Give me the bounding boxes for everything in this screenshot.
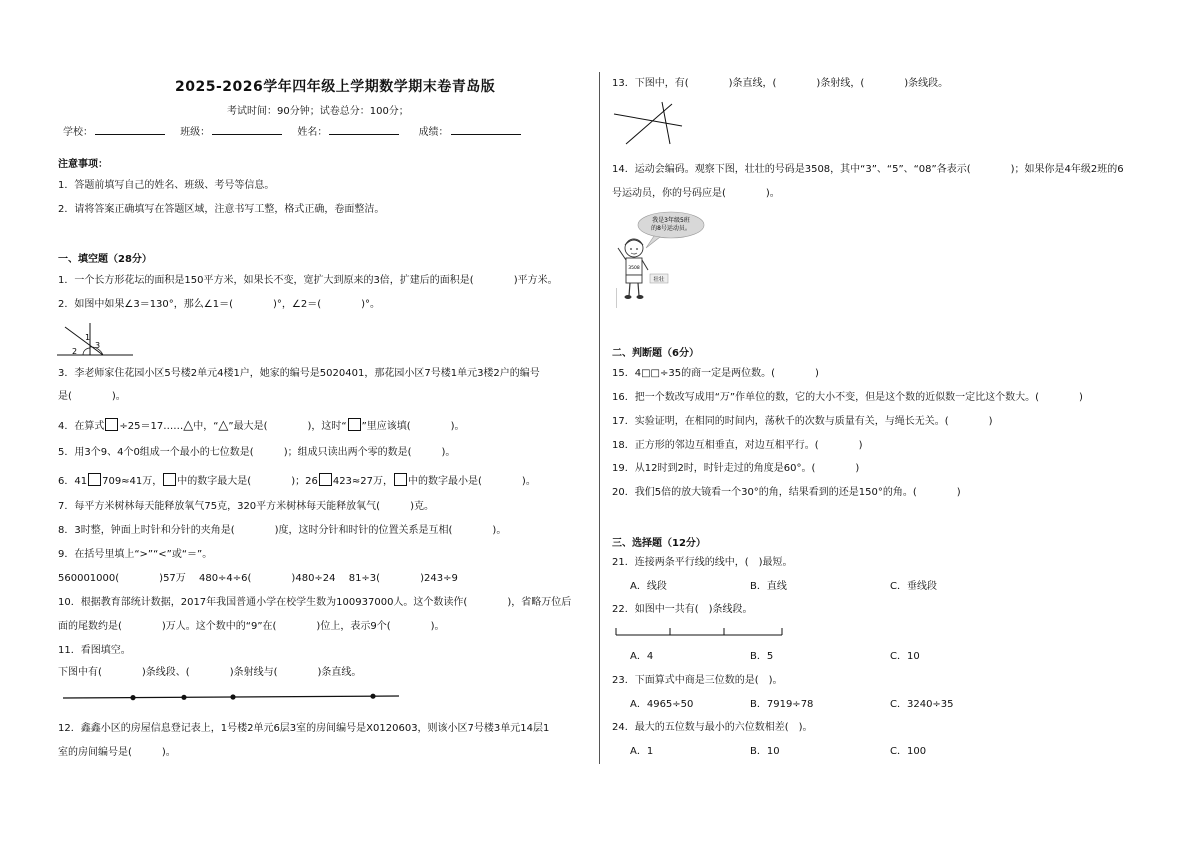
square-box-icon xyxy=(88,473,101,486)
question-6: 6．41 709≈41万， 中的数字最大是( )；26 423≈27万， 中的数字最小是( )。 xyxy=(58,473,536,489)
question-9: 9．在括号里填上“>”“<”或“＝”。 xyxy=(58,549,213,560)
line-segment-figure xyxy=(61,690,401,704)
question-9-items: 560001000( )57万 480÷4÷6( )480÷24 81÷3( )243÷9 xyxy=(58,573,458,584)
angle-label-2: 2 xyxy=(72,347,78,356)
question-3-cont: 是( )。 xyxy=(58,391,126,402)
square-box-icon xyxy=(394,473,407,486)
option[interactable]: A．4 xyxy=(630,651,654,662)
option[interactable]: B．5 xyxy=(750,651,774,662)
triangle-icon: △ xyxy=(183,418,194,433)
angle-label-1: 1 xyxy=(85,333,91,342)
lines-figure xyxy=(612,100,684,146)
option[interactable]: A．4965÷50 xyxy=(630,699,694,710)
question-1: 1．一个长方形花坛的面积是150平方米，如果长不变，宽扩大到原来的3倍，扩建后的面积是( )平方米。 xyxy=(58,275,558,286)
note-item: 1．答题前填写自己的姓名、班级、考号等信息。 xyxy=(58,180,275,191)
question-22: 22．如图中一共有( )条线段。 xyxy=(612,604,753,615)
question-7: 7．每平方米树林每天能释放氧气75克，320平方米树林每天能释放氧气( )克。 xyxy=(58,501,434,512)
section-judge-heading: 二、判断题（6分） xyxy=(612,348,699,359)
speech-bubble-text: 我是3年级5班 xyxy=(652,217,690,224)
question-11: 11．看图填空。 xyxy=(58,645,131,656)
question-10: 10．根据教育部统计数据，2017年我国普通小学在校学生数为100937000人。这个数读作( )，省略万位后 xyxy=(58,597,572,608)
question-17: 17．实验证明，在相同的时间内，荡秋千的次数与质量有关，与绳长无关。( ) xyxy=(612,416,993,427)
speech-bubble-text: 的8号运动员。 xyxy=(651,225,691,232)
option[interactable]: B．直线 xyxy=(750,581,787,592)
option[interactable]: C．3240÷35 xyxy=(890,699,954,710)
name-tag: 壮壮 xyxy=(653,277,665,283)
notes-heading: 注意事项： xyxy=(58,159,108,170)
question-4: 4．在算式 ÷25＝17……△中，“△”最大是( )，这时“ ”里应该填( )。 xyxy=(58,418,465,433)
question-8: 8．3时整，钟面上时针和分针的夹角是( )度，这时分针和时针的位置关系是互相( )。 xyxy=(58,525,507,536)
school-input[interactable] xyxy=(95,124,165,135)
question-23: 23．下面算式中商是三位数的是( )。 xyxy=(612,675,783,686)
question-21: 21．连接两条平行线的线中，( )最短。 xyxy=(612,557,793,568)
exam-info: 考试时间：90分钟；试卷总分：100分； xyxy=(227,106,409,117)
class-label: 班级： xyxy=(180,127,211,138)
option[interactable]: A．1 xyxy=(630,746,654,757)
question-16: 16．把一个数改写成用“万”作单位的数，它的大小不变，但是这个数的近似数一定比这个数大。( ) xyxy=(612,392,1083,403)
athlete-illustration xyxy=(614,208,714,310)
question-10-cont: 面的尾数约是( )万人。这个数中的“9”在( )位上，表示9个( )。 xyxy=(58,621,445,632)
student-fields xyxy=(63,124,523,140)
option[interactable]: C．100 xyxy=(890,746,927,757)
option[interactable]: C．垂线段 xyxy=(890,581,937,592)
shirt-number: 3508 xyxy=(628,266,640,271)
question-14-cont: 号运动员，你的号码应是( )。 xyxy=(612,188,780,199)
section-fill-heading: 一、填空题（28分） xyxy=(58,254,152,265)
score-label: 成绩： xyxy=(418,127,449,138)
question-24: 24．最大的五位数与最小的六位数相差( )。 xyxy=(612,722,813,733)
angle-figure xyxy=(55,322,135,358)
note-item: 2．请将答案正确填写在答题区域，注意书写工整，格式正确，卷面整洁。 xyxy=(58,204,385,215)
question-13: 13．下图中，有( )条直线，( )条射线，( )条线段。 xyxy=(612,78,949,89)
option[interactable]: C．10 xyxy=(890,651,920,662)
question-12: 12．鑫鑫小区的房屋信息登记表上，1号楼2单元6层3室的房间编号是X0120603，则该小区7号楼3单元14层1 xyxy=(58,723,550,734)
option[interactable]: B．10 xyxy=(750,746,780,757)
name-label: 姓名： xyxy=(297,127,328,138)
column-divider xyxy=(599,72,600,764)
square-box-icon xyxy=(105,418,118,431)
question-15: 15．4□□÷35的商一定是两位数。( ) xyxy=(612,368,819,379)
segment-ticks-figure xyxy=(614,624,786,638)
question-14: 14．运动会编码。观察下图，壮壮的号码是3508，其中“3”、“5”、“08”各表示( )；如果你是4年级2班的6 xyxy=(612,164,1124,175)
section-choice-heading: 三、选择题（12分） xyxy=(612,538,706,549)
question-19: 19．从12时到2时，时针走过的角度是60°。( ) xyxy=(612,463,860,474)
square-box-icon xyxy=(163,473,176,486)
question-18: 18．正方形的邻边互相垂直，对边互相平行。( ) xyxy=(612,440,863,451)
page-title: 2025-2026学年四年级上学期数学期末卷青岛版 xyxy=(175,79,496,95)
question-12-cont: 室的房间编号是( )。 xyxy=(58,747,176,758)
angle-label-3: 3 xyxy=(95,341,101,350)
option[interactable]: A．线段 xyxy=(630,581,667,592)
class-input[interactable] xyxy=(212,124,282,135)
question-3: 3．李老师家住花园小区5号楼2单元4楼1户，她家的编号是5020401，那花园小区7号楼1单元3楼2户的编号 xyxy=(58,368,540,379)
square-box-icon xyxy=(319,473,332,486)
name-input[interactable] xyxy=(329,124,399,135)
score-input[interactable] xyxy=(451,124,521,135)
triangle-icon: △ xyxy=(218,418,229,433)
option[interactable]: B．7919÷78 xyxy=(750,699,814,710)
school-label: 学校： xyxy=(63,127,93,138)
question-20: 20．我们5倍的放大镜看一个30°的角，结果看到的还是150°的角。( ) xyxy=(612,487,961,498)
square-box-icon xyxy=(348,418,361,431)
question-2: 2．如图中如果∠3＝130°，那么∠1＝( )°，∠2＝( )°。 xyxy=(58,299,381,310)
question-5: 5．用3个9、4个0组成一个最小的七位数是( )；组成只读出两个零的数是( )。 xyxy=(58,447,456,458)
question-11-line: 下图中有( )条线段、( )条射线与( )条直线。 xyxy=(58,667,362,678)
